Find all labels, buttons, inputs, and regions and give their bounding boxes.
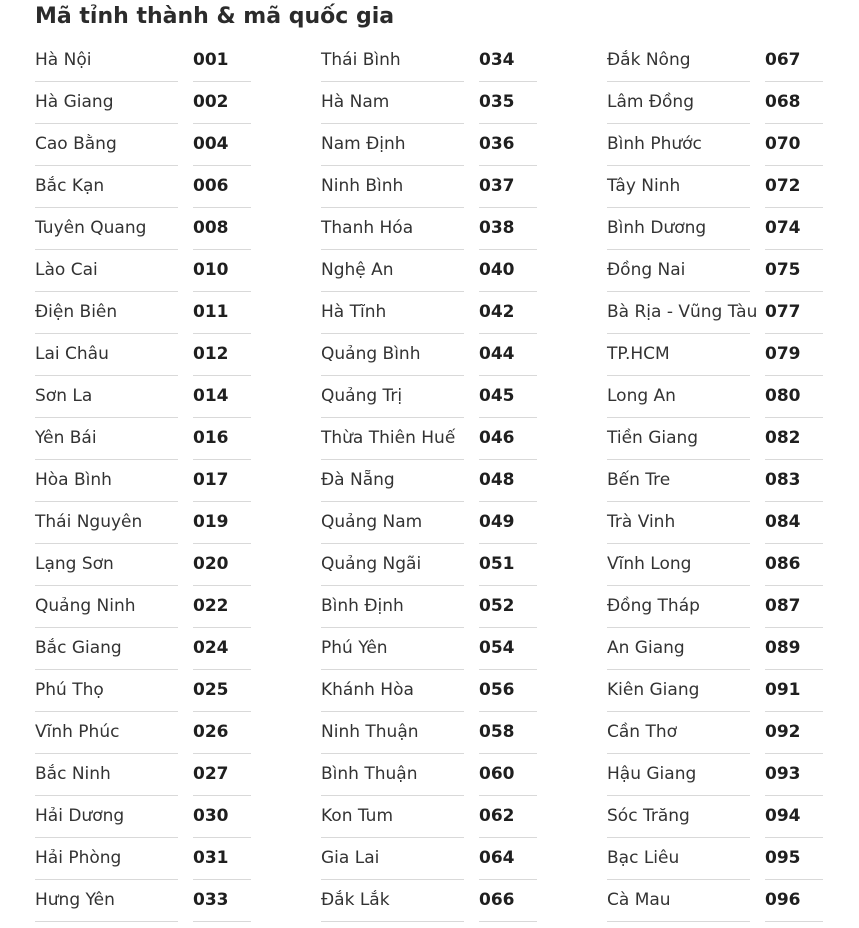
province-code: 072 [765, 166, 823, 208]
province-row [321, 418, 537, 460]
province-row [321, 376, 537, 418]
province-code: 048 [479, 460, 537, 502]
province-name: Hòa Bình [35, 460, 178, 502]
province-code: 068 [765, 82, 823, 124]
page-title: Mã tỉnh thành & mã quốc gia [35, 4, 395, 29]
province-row [607, 250, 823, 292]
province-row [35, 376, 251, 418]
province-code: 014 [193, 376, 251, 418]
province-row [35, 670, 251, 712]
province-row [35, 166, 251, 208]
province-code: 070 [765, 124, 823, 166]
province-name: Lào Cai [35, 250, 178, 292]
province-name: Khánh Hòa [321, 670, 464, 712]
province-code: 056 [479, 670, 537, 712]
province-code: 001 [193, 40, 251, 82]
province-name: Bắc Ninh [35, 754, 178, 796]
province-code: 051 [479, 544, 537, 586]
province-name: Bình Định [321, 586, 464, 628]
province-code: 092 [765, 712, 823, 754]
province-code: 027 [193, 754, 251, 796]
province-code: 067 [765, 40, 823, 82]
province-name: Bà Rịa - Vũng Tàu [607, 292, 750, 334]
province-column-3 [607, 40, 823, 922]
province-row [35, 586, 251, 628]
province-code: 019 [193, 502, 251, 544]
province-code: 026 [193, 712, 251, 754]
province-name: Lạng Sơn [35, 544, 178, 586]
province-name: Kon Tum [321, 796, 464, 838]
province-name: Nghệ An [321, 250, 464, 292]
province-name: Bến Tre [607, 460, 750, 502]
province-name: Thái Bình [321, 40, 464, 82]
province-row [35, 796, 251, 838]
province-row [321, 334, 537, 376]
province-code: 087 [765, 586, 823, 628]
province-code: 089 [765, 628, 823, 670]
province-code: 086 [765, 544, 823, 586]
province-name: Hải Dương [35, 796, 178, 838]
province-row [35, 124, 251, 166]
province-row [607, 880, 823, 922]
province-column-1 [35, 40, 251, 922]
province-row [607, 292, 823, 334]
province-row [607, 586, 823, 628]
province-row [35, 82, 251, 124]
province-name: Bắc Giang [35, 628, 178, 670]
province-row [35, 712, 251, 754]
province-code: 082 [765, 418, 823, 460]
province-row [607, 796, 823, 838]
province-code: 060 [479, 754, 537, 796]
province-code: 020 [193, 544, 251, 586]
province-name: Hưng Yên [35, 880, 178, 922]
province-row [607, 544, 823, 586]
province-name: Thanh Hóa [321, 208, 464, 250]
province-code: 094 [765, 796, 823, 838]
province-code: 074 [765, 208, 823, 250]
province-code: 030 [193, 796, 251, 838]
province-name: Cần Thơ [607, 712, 750, 754]
province-row [607, 418, 823, 460]
province-row [321, 124, 537, 166]
province-row [321, 838, 537, 880]
province-code: 011 [193, 292, 251, 334]
province-row [607, 40, 823, 82]
province-row [35, 880, 251, 922]
province-name: Vĩnh Phúc [35, 712, 178, 754]
province-row [35, 502, 251, 544]
province-row [607, 82, 823, 124]
province-row [35, 838, 251, 880]
province-name: Ninh Bình [321, 166, 464, 208]
province-name: Thừa Thiên Huế [321, 418, 464, 460]
province-name: Quảng Nam [321, 502, 464, 544]
province-name: Quảng Ninh [35, 586, 178, 628]
province-name: Đồng Nai [607, 250, 750, 292]
province-code: 044 [479, 334, 537, 376]
province-row [607, 670, 823, 712]
province-name: Quảng Trị [321, 376, 464, 418]
province-row [321, 880, 537, 922]
province-row [607, 166, 823, 208]
province-name: Phú Yên [321, 628, 464, 670]
province-code: 035 [479, 82, 537, 124]
province-name: Vĩnh Long [607, 544, 750, 586]
province-name: Quảng Bình [321, 334, 464, 376]
province-code: 066 [479, 880, 537, 922]
province-name: Sơn La [35, 376, 178, 418]
province-code: 096 [765, 880, 823, 922]
province-name: Hà Tĩnh [321, 292, 464, 334]
province-code: 031 [193, 838, 251, 880]
province-name: Cà Mau [607, 880, 750, 922]
province-row [321, 208, 537, 250]
province-code: 034 [479, 40, 537, 82]
province-row [321, 460, 537, 502]
province-name: Đắk Nông [607, 40, 750, 82]
province-code: 083 [765, 460, 823, 502]
province-name: Đà Nẵng [321, 460, 464, 502]
province-row [35, 250, 251, 292]
province-name: Thái Nguyên [35, 502, 178, 544]
province-row [321, 292, 537, 334]
province-code: 052 [479, 586, 537, 628]
province-code: 079 [765, 334, 823, 376]
province-column-2 [321, 40, 537, 922]
province-row [35, 754, 251, 796]
province-row [607, 502, 823, 544]
province-row [35, 544, 251, 586]
province-row [607, 124, 823, 166]
province-row [607, 376, 823, 418]
province-code: 017 [193, 460, 251, 502]
province-row [321, 40, 537, 82]
province-code: 095 [765, 838, 823, 880]
province-name: Hải Phòng [35, 838, 178, 880]
province-row [607, 460, 823, 502]
province-code: 049 [479, 502, 537, 544]
province-name: Lâm Đồng [607, 82, 750, 124]
province-name: Bình Thuận [321, 754, 464, 796]
province-name: Hà Nội [35, 40, 178, 82]
province-name: Tây Ninh [607, 166, 750, 208]
province-name: Sóc Trăng [607, 796, 750, 838]
province-name: Bình Dương [607, 208, 750, 250]
province-row [321, 796, 537, 838]
province-row [321, 544, 537, 586]
province-code: 064 [479, 838, 537, 880]
province-code: 022 [193, 586, 251, 628]
province-row [321, 250, 537, 292]
province-row [321, 754, 537, 796]
province-row [35, 40, 251, 82]
province-name: Nam Định [321, 124, 464, 166]
province-code: 024 [193, 628, 251, 670]
province-name: Gia Lai [321, 838, 464, 880]
province-name: Đồng Tháp [607, 586, 750, 628]
province-row [35, 208, 251, 250]
province-row [607, 838, 823, 880]
province-code: 002 [193, 82, 251, 124]
province-code: 010 [193, 250, 251, 292]
province-name: Điện Biên [35, 292, 178, 334]
province-name: An Giang [607, 628, 750, 670]
province-name: Hà Nam [321, 82, 464, 124]
province-name: Bạc Liêu [607, 838, 750, 880]
province-row [321, 712, 537, 754]
province-name: Kiên Giang [607, 670, 750, 712]
province-name: Yên Bái [35, 418, 178, 460]
province-row [607, 334, 823, 376]
province-code: 075 [765, 250, 823, 292]
province-name: Long An [607, 376, 750, 418]
province-code: 036 [479, 124, 537, 166]
province-name: Phú Thọ [35, 670, 178, 712]
province-row [35, 292, 251, 334]
province-row [321, 586, 537, 628]
province-code: 038 [479, 208, 537, 250]
province-code: 004 [193, 124, 251, 166]
province-code: 080 [765, 376, 823, 418]
province-code: 006 [193, 166, 251, 208]
province-code: 054 [479, 628, 537, 670]
province-code: 037 [479, 166, 537, 208]
province-row [607, 712, 823, 754]
province-row [35, 628, 251, 670]
province-code: 016 [193, 418, 251, 460]
province-code: 084 [765, 502, 823, 544]
province-row [607, 754, 823, 796]
province-row [35, 460, 251, 502]
province-code: 062 [479, 796, 537, 838]
province-name: Lai Châu [35, 334, 178, 376]
province-code: 008 [193, 208, 251, 250]
province-code: 012 [193, 334, 251, 376]
province-name: Hà Giang [35, 82, 178, 124]
province-name: Tuyên Quang [35, 208, 178, 250]
province-name: Tiền Giang [607, 418, 750, 460]
province-row [321, 670, 537, 712]
province-code: 091 [765, 670, 823, 712]
province-code: 058 [479, 712, 537, 754]
province-code: 093 [765, 754, 823, 796]
province-row [321, 502, 537, 544]
province-name: Bắc Kạn [35, 166, 178, 208]
province-name: Trà Vinh [607, 502, 750, 544]
province-name: Cao Bằng [35, 124, 178, 166]
province-name: TP.HCM [607, 334, 750, 376]
province-name: Quảng Ngãi [321, 544, 464, 586]
province-name: Ninh Thuận [321, 712, 464, 754]
province-row [321, 166, 537, 208]
province-code: 046 [479, 418, 537, 460]
province-name: Đắk Lắk [321, 880, 464, 922]
province-name: Hậu Giang [607, 754, 750, 796]
province-code: 033 [193, 880, 251, 922]
province-row [607, 208, 823, 250]
province-code: 045 [479, 376, 537, 418]
province-row [607, 628, 823, 670]
province-row [321, 82, 537, 124]
province-row [321, 628, 537, 670]
province-code: 077 [765, 292, 823, 334]
province-code: 042 [479, 292, 537, 334]
province-row [35, 418, 251, 460]
province-name: Bình Phước [607, 124, 750, 166]
province-row [35, 334, 251, 376]
province-code: 040 [479, 250, 537, 292]
province-code: 025 [193, 670, 251, 712]
